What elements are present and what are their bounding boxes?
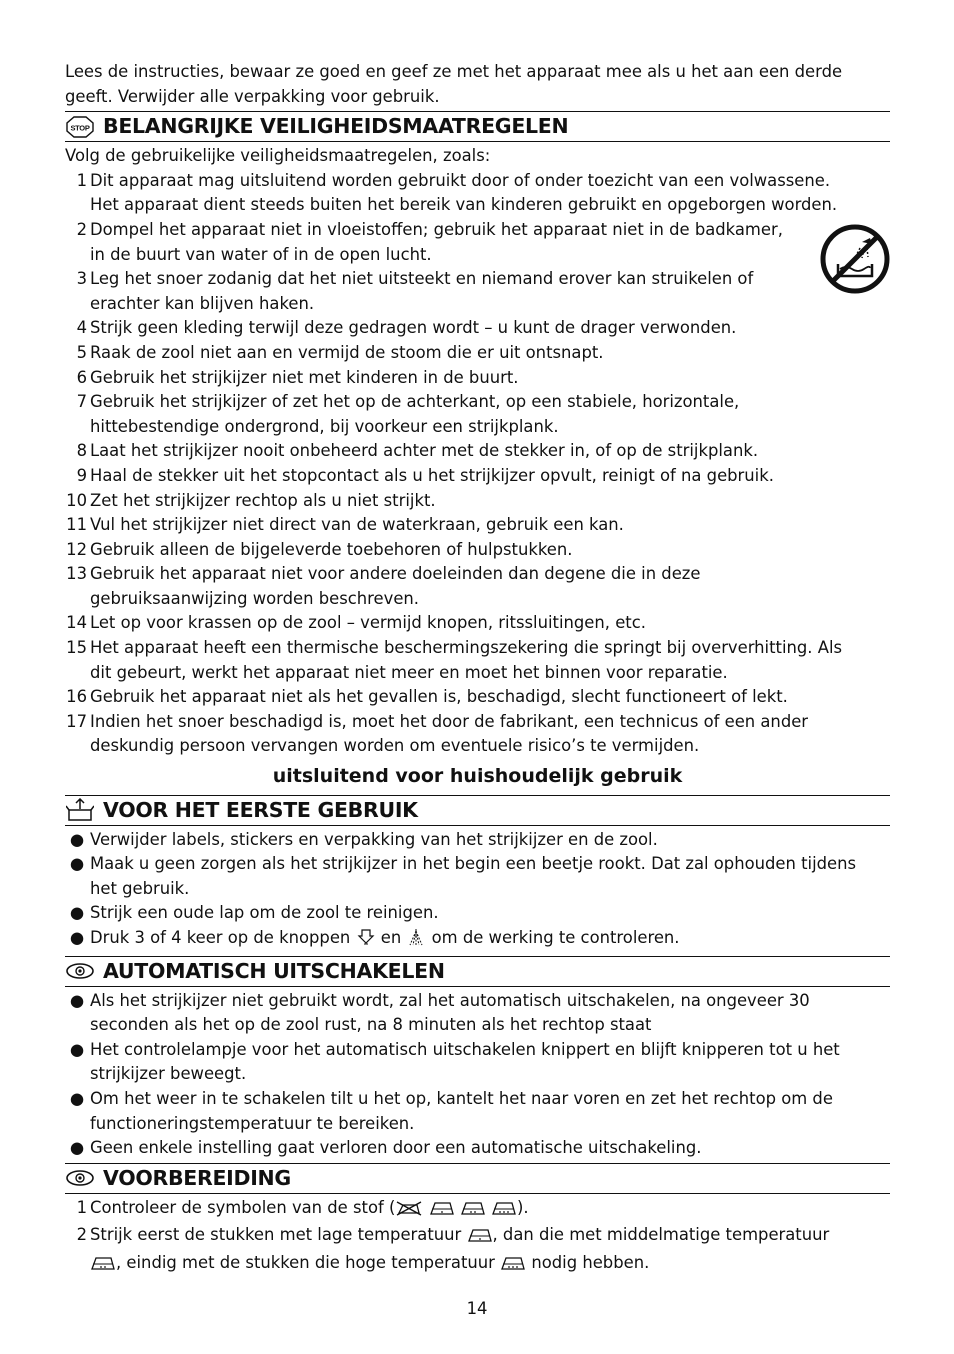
item-number: 13 [66, 564, 87, 584]
iron-one-dot-icon [467, 1226, 493, 1251]
eye-icon [65, 959, 95, 983]
item-text-line: seconden als het op de zool rust, na 8 minuten als het rechtop staat [90, 1015, 652, 1035]
item-text-line: Raak de zool niet aan en vermijd de stoom die er uit ontsnapt. [90, 342, 604, 362]
item-text-line: Gebruik het apparaat niet als het gevallen is, beschadigd, slecht functioneert of lekt. [90, 687, 788, 707]
unpack-box-icon [65, 798, 95, 822]
item-text-line: Geen enkele instelling gaat verloren door een automatische uitschakeling. [90, 1138, 702, 1158]
item-number: 3 [76, 269, 87, 289]
stop-icon [65, 115, 95, 139]
list-item [65, 538, 890, 563]
item-text-line: Strijk een oude lap om de zool te reinigen. [90, 903, 439, 923]
item-number: 7 [76, 392, 87, 412]
list-item [65, 1223, 890, 1278]
item-text-line: Laat het strijkijzer nooit onbeheerd achter met de stekker in, of op de strijkplank. [90, 441, 759, 461]
item-text-line: hittebestendige ondergrond, bij voorkeur een strijkplank. [90, 416, 559, 436]
prep-item1-b: ). [517, 1197, 529, 1217]
first-use-list [65, 828, 890, 926]
first-use-last-b: en [380, 928, 402, 947]
prep-item2-b: , dan die met middelmatige temperatuur [492, 1225, 830, 1245]
item-text-line: functioneringstemperatuur te bereiken. [90, 1113, 415, 1133]
list-item [65, 439, 890, 464]
bullet: ● [69, 854, 85, 874]
item-number: 16 [66, 687, 87, 707]
bullet: ● [69, 1138, 85, 1158]
list-item [65, 1196, 890, 1224]
bullet: ● [69, 1088, 85, 1108]
item-text-line: in de buurt van water of in de open lucht. [90, 244, 432, 264]
item-text-line: Verwijder labels, stickers en verpakking van het strijkijzer en de zool. [90, 829, 658, 849]
eye-icon [65, 1166, 95, 1190]
item-text-line: Gebruik het apparaat niet voor andere doeleinden dan degene die in deze [90, 564, 701, 584]
item-text-line: het gebruik. [90, 878, 190, 898]
list-item [65, 1136, 890, 1161]
item-text-line: erachter kan blijven haken. [90, 293, 315, 313]
item-text-line: strijkijzer beweegt. [90, 1064, 247, 1084]
iron-two-dots-icon [90, 1254, 116, 1279]
item-number: 2 [76, 1225, 87, 1245]
auto-off-heading [65, 956, 890, 987]
item-text-line: Gebruik het strijkijzer niet met kinderen in de buurt. [90, 367, 519, 387]
item-text-line: Leg het snoer zodanig dat het niet uitsteekt en niemand erover kan struikelen of [90, 269, 754, 289]
page-content [65, 60, 890, 1279]
item-number: 10 [66, 490, 87, 510]
list-item [65, 989, 890, 1038]
item-text-line: Maak u geen zorgen als het strijkijzer in het begin een beetje rookt. Dat zal ophouden tijdens [90, 854, 857, 874]
item-number: 5 [76, 342, 87, 362]
item-number: 6 [76, 367, 87, 387]
list-item [65, 685, 890, 710]
prep-item2-a: Strijk eerst de stukken met lage temperatuur [90, 1225, 462, 1245]
iron-three-dots-icon [500, 1254, 526, 1279]
first-use-last-c: om de werking te controleren. [431, 928, 680, 947]
item-text-line: Het controlelampje voor het automatisch uitschakelen knippert en blijft knipperen tot u het [90, 1039, 840, 1059]
item-text-line: Om het weer in te schakelen tilt u het op, kantelt het naar voren en zet het rechtop om de [90, 1088, 833, 1108]
safety-lead: Volg de gebruikelijke veiligheidsmaatregelen, zoals: [65, 146, 491, 166]
bullet: ● [69, 928, 85, 947]
item-text-line: Dit apparaat mag uitsluitend worden gebruikt door of onder toezicht van een volwassene. [90, 170, 831, 190]
item-text-line: Gebruik alleen de bijgeleverde toebehoren of hulpstukken. [90, 539, 573, 559]
list-item [65, 316, 890, 341]
safety-list [65, 169, 890, 759]
item-text-line: Als het strijkijzer niet gebruikt wordt, zal het automatisch uitschakelen, na ongeveer 30 [90, 990, 810, 1010]
first-use-title: VOOR HET EERSTE GEBRUIK [103, 797, 418, 822]
item-text-line: gebruiksaanwijzing worden beschreven. [90, 588, 419, 608]
list-item [65, 562, 890, 611]
auto-off-title: AUTOMATISCH UITSCHAKELEN [103, 958, 445, 983]
iron-two-dots-icon [460, 1199, 486, 1224]
list-item [65, 710, 890, 759]
page-number: 14 [466, 1299, 488, 1318]
item-text-line: deskundig persoon vervangen worden om eventuele risico’s te vermijden. [90, 736, 700, 756]
prep-item2-c: , eindig met de stukken die hoge temperatuur [116, 1252, 495, 1272]
bullet: ● [69, 990, 85, 1010]
first-use-last-a: Druk 3 of 4 keer op de knoppen [90, 928, 351, 947]
steam-button-icon [356, 928, 376, 954]
intro-text: Lees de instructies, bewaar ze goed en geef ze met het apparaat mee als u het aan een derde geeft. Verwijder alle verpakking voor gebruik. [65, 62, 843, 106]
item-number: 12 [66, 539, 87, 559]
list-item [65, 366, 890, 391]
item-number: 17 [66, 711, 87, 731]
prep-heading [65, 1163, 890, 1194]
item-number: 15 [66, 638, 87, 658]
list-item [65, 390, 890, 439]
list-item [65, 926, 890, 954]
household-note: uitsluitend voor huishoudelijk gebruik [272, 765, 683, 788]
stop-icon-text: STOP [70, 123, 90, 133]
item-text-line: Vul het strijkijzer niet direct van de waterkraan, gebruik een kan. [90, 515, 624, 535]
list-item [65, 636, 890, 685]
item-text-line: Strijk geen kleding terwijl deze gedragen wordt – u kunt de drager verwonden. [90, 318, 737, 338]
item-text-line: dit gebeurt, werkt het apparaat niet meer en moet het binnen voor reparatie. [90, 662, 728, 682]
bullet: ● [69, 829, 85, 849]
list-item [65, 1087, 890, 1136]
item-text-line: Zet het strijkijzer rechtop als u niet strijkt. [90, 490, 436, 510]
bullet: ● [69, 903, 85, 923]
list-item [65, 1038, 890, 1087]
list-item [65, 464, 890, 489]
item-number: 1 [76, 1197, 87, 1217]
spray-button-icon [406, 928, 426, 954]
list-item [65, 611, 890, 636]
iron-one-dot-icon [429, 1199, 455, 1224]
item-number: 2 [76, 219, 87, 239]
no-shower-icon [820, 224, 890, 294]
list-item [65, 828, 890, 853]
item-text-line: Gebruik het strijkijzer of zet het op de achterkant, op een stabiele, horizontale, [90, 392, 740, 412]
item-text-line: Haal de stekker uit het stopcontact als u het strijkijzer opvult, reinigt of na gebruik. [90, 465, 774, 485]
item-number: 4 [76, 318, 87, 338]
auto-off-list [65, 989, 890, 1161]
list-item [65, 489, 890, 514]
item-number: 1 [76, 170, 87, 190]
item-number: 14 [66, 613, 87, 633]
item-text-line: Indien het snoer beschadigd is, moet het door de fabrikant, een technicus of een ander [90, 711, 809, 731]
no-iron-icon [395, 1199, 423, 1224]
list-item [65, 218, 890, 267]
item-number: 11 [66, 515, 87, 535]
list-item [65, 852, 890, 901]
item-text-line: Dompel het apparaat niet in vloeistoffen; gebruik het apparaat niet in de badkamer, [90, 219, 783, 239]
list-item [65, 513, 890, 538]
item-number: 9 [76, 465, 87, 485]
iron-three-dots-icon [491, 1199, 517, 1224]
safety-heading [65, 111, 890, 142]
list-item [65, 341, 890, 366]
prep-item2-d: nodig hebben. [531, 1252, 650, 1272]
list-item [65, 267, 890, 316]
item-text-line: Let op voor krassen op de zool – vermijd knopen, ritssluitingen, etc. [90, 613, 646, 633]
bullet: ● [69, 1039, 85, 1059]
list-item [65, 169, 890, 218]
item-number: 8 [76, 441, 87, 461]
prep-item1-a: Controleer de symbolen van de stof ( [90, 1197, 396, 1217]
list-item [65, 901, 890, 926]
item-text-line: Het apparaat dient steeds buiten het bereik van kinderen gebruikt en opgeborgen worden. [90, 195, 838, 215]
item-text-line: Het apparaat heeft een thermische beschermingszekering die springt bij oververhitting. Als [90, 638, 843, 658]
first-use-heading [65, 795, 890, 826]
safety-title: BELANGRIJKE VEILIGHEIDSMAATREGELEN [103, 114, 569, 139]
prep-title: VOORBEREIDING [103, 1165, 291, 1190]
